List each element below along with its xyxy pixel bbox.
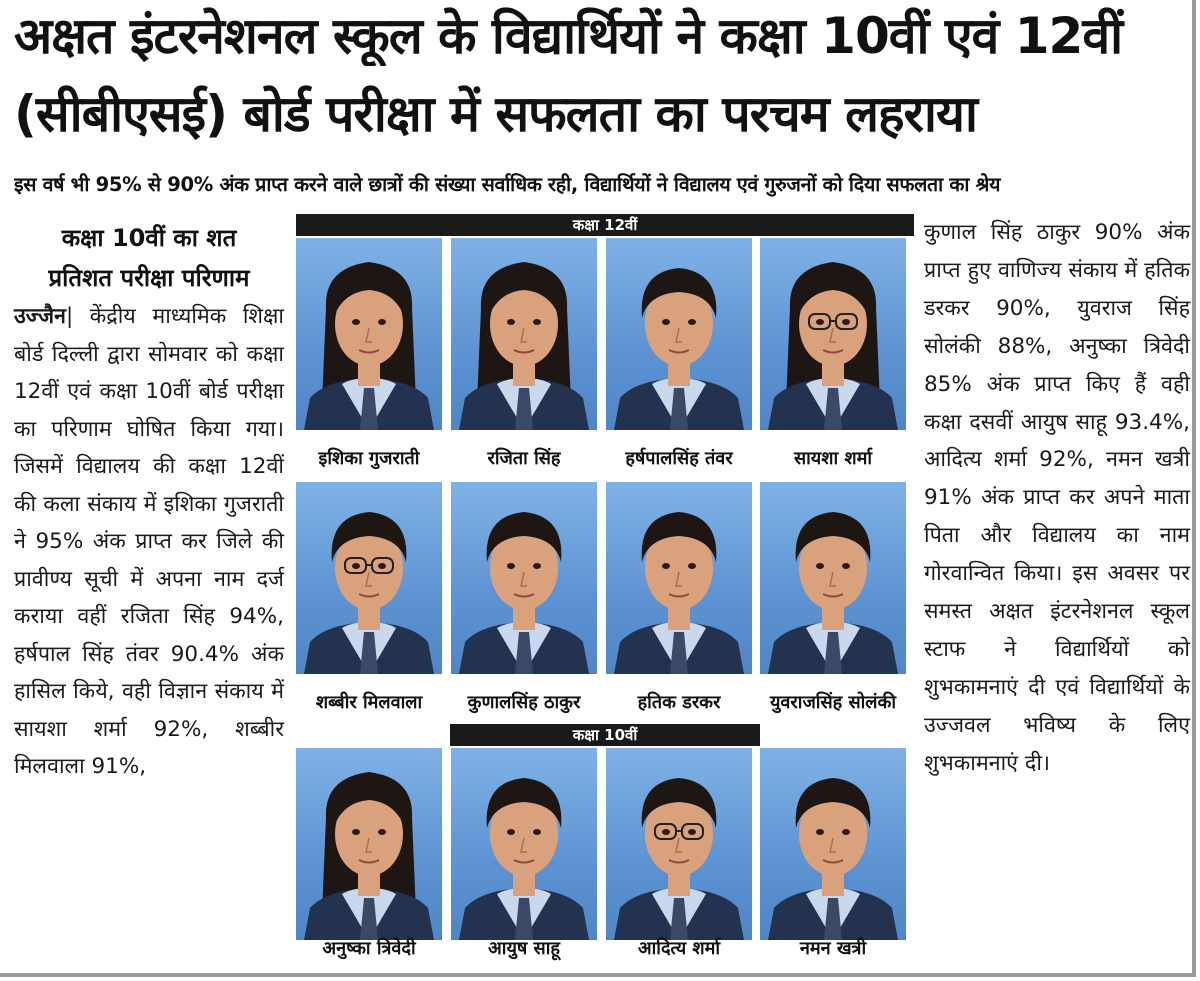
student-portrait (451, 238, 597, 430)
student-portrait (296, 238, 442, 430)
student-name-caption: कुणालसिंह ठाकुर (467, 692, 581, 713)
student-photo (760, 238, 906, 430)
student-name-caption: युवराजसिंह सोलंकी (769, 692, 896, 713)
student-portrait (760, 748, 906, 940)
student-photo (760, 748, 906, 940)
student-photo (451, 238, 597, 430)
student-photo (760, 482, 906, 674)
student-name-caption: आदित्य शर्मा (637, 938, 721, 959)
student-portrait (606, 748, 752, 940)
student-name-caption: हतिक डरकर (637, 692, 721, 713)
section-heading-line-1: कक्षा 10वीं का शत (61, 224, 237, 252)
section-heading-line-2: प्रतिशत परीक्षा परिणाम (48, 264, 250, 292)
student-portrait (451, 482, 597, 674)
student-portrait (760, 238, 906, 430)
subheadline: इस वर्ष भी 95% से 90% अंक प्राप्त करने वाले छात्रों की संख्या सर्वाधिक रही, विद्यार्थियों ने विद्यालय एवं गुरुजनों को दिया सफलता का श्रेय (14, 173, 1001, 196)
student-name-caption: रजिता सिंह (487, 448, 561, 469)
student-name-caption: अनुष्का त्रिवेदी (322, 938, 416, 959)
article-body-right: कुणाल सिंह ठाकुर 90% अंक प्राप्त हुए वाणिज्य संकाय में हतिक डरकर 90%, युवराज सिंह सोलंकी 88%, अनुष्का त्रिवेदी 85% अंक प्राप्त किए हैं वही कक्षा दसवीं आयुष साहू 93.4%, आदित्य शर्मा 92%, नमन खत्री 91% अंक प्राप्त कर अपने माता पिता और विद्यालय का नाम गोरवान्वित किया। इस अवसर पर समस्त अक्षत इंटरनेशनल स्कूल स्टाफ ने विद्यार्थियों को शुभकामनाएं दी एवं विद्यार्थियों के उज्जवल भविष्य के लिए शुभकामनाएं दी। (924, 220, 1190, 776)
article-body-left: केंद्रीय माध्यमिक शिक्षा बोर्ड दिल्ली द्वारा सोमवार को कक्षा 12वीं एवं कक्षा 10वीं बोर्ड परीक्षा का परिणाम घोषित किया गया। जिसमें विद्यालय की कक्षा 12वीं की कला संकाय में इशिका गुजराती ने 95% अंक प्राप्त कर जिले की प्रावीण्य सूची में अपना नाम दर्ज कराया वहीं रजिता सिंह 94%, हर्षपाल सिंह तंवर 90.4% अंक हासिल किये, वही विज्ञान संकाय में सायशा शर्मा 92%, शब्बीर मिलवाला 91%, (14, 304, 285, 779)
student-portrait (296, 482, 442, 674)
student-portrait (451, 748, 597, 940)
student-name-caption: हर्षपालसिंह तंवर (625, 448, 733, 469)
dateline: उज्जैन (14, 304, 66, 329)
student-portrait (606, 238, 752, 430)
dateline-separator: | (65, 304, 90, 329)
student-name-caption: इशिका गुजराती (318, 448, 420, 469)
student-photo (606, 482, 752, 674)
student-photo (296, 238, 442, 430)
headline-line-1: अक्षत इंटरनेशनल स्कूल के विद्यार्थियों ने कक्षा 10वीं एवं 12वीं (14, 7, 1123, 65)
student-name-caption: आयुष साहू (488, 938, 560, 959)
left-text-column (14, 218, 284, 786)
student-photo (606, 748, 752, 940)
class-10-band: कक्षा 10वीं (450, 724, 760, 746)
student-photo-grid (296, 214, 914, 969)
student-photo (606, 238, 752, 430)
student-portrait (296, 748, 442, 940)
student-photo (296, 482, 442, 674)
student-name-caption: शब्बीर मिलवाला (315, 692, 423, 713)
student-name-caption: नमन खत्री (799, 938, 867, 959)
headline-line-2: (सीबीएसई) बोर्ड परीक्षा में सफलता का परचम लहराया (14, 85, 977, 143)
class-12-band: कक्षा 12वीं (296, 214, 914, 236)
article-text-left (14, 298, 284, 786)
student-photo (296, 748, 442, 940)
right-text-column (924, 214, 1190, 783)
student-photo (451, 482, 597, 674)
student-photo (451, 748, 597, 940)
student-name-caption: सायशा शर्मा (793, 448, 873, 469)
student-portrait (606, 482, 752, 674)
student-portrait (760, 482, 906, 674)
